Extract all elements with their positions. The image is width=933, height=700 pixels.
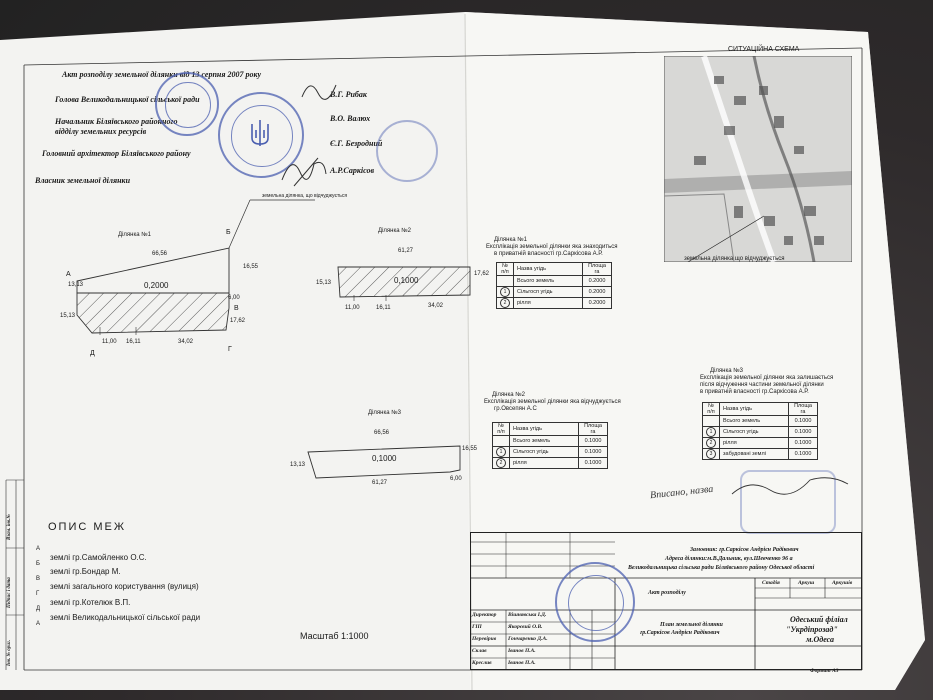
corner-b: Б [226,229,231,236]
boundary-5-to: А [36,621,41,627]
approval-name-owner: А.Р.Саркісов [330,166,375,175]
table-row: Всього земель 0.1000 [493,436,608,447]
plot2-bottom-dim3: 34,02 [428,303,444,309]
approval-role-architect: Головний архітектор Біляївського району [42,149,191,158]
tb-staff-name-4: Іванов П.А. [508,648,536,654]
tb-staff-name-1: Вішнявська І.Д. [508,612,547,618]
tb-org-line1: Одеський філіал [790,615,848,624]
tb-org-line2: "Укрдіпрозад" [786,625,838,634]
side-sign-date: Підпис і дата [7,577,12,608]
tb-col-sheets: Аркушів [832,580,853,586]
boundaries-title: ОПИС МЕЖ [48,521,127,533]
boundary-1-from: А [36,546,41,552]
plot2-bottom-dim2: 16,11 [376,305,391,311]
boundary-5-text: землі Великодальницької сільської ради [50,613,201,622]
plot3-title: Ділянка №3 [368,410,401,416]
tb-staff-role-2: ГІП [472,624,482,630]
boundary-2-to: В [36,576,41,582]
approval-name-head: В.Г. Рибак [330,90,367,99]
boundary-3-text: землі загального користування (вулиця) [50,582,199,591]
situation-map [664,56,852,262]
table-row: 1 Сільгосп угідь 0.1000 [703,427,818,438]
table-row: Всього земель 0.2000 [497,276,612,287]
plot2-title: Ділянка №2 [378,228,411,234]
corner-g: Г [228,346,232,353]
expl3-table: № п/п Назва угідь Площа га Всього земель 0.1000 1 Сільгосп угідь 0.1000 2 рілля 0.1000 3 забудовані землі 0.1000 [702,402,818,460]
boundary-4-text: землі гр.Котелюк В.П. [50,598,131,607]
tb-staff-name-3: Гончаренко Д.А. [508,636,548,642]
plot1-bottom-dim3: 34,02 [178,339,194,345]
plot2-top-dim: 61,27 [398,248,414,254]
tb-staff-role-5: Креслив [472,660,492,666]
expl2-table: № п/п Назва угідь Площа га Всього земель 0.1000 1 Сільгосп угідь 0.1000 2 рілля 0.1000 [492,422,608,469]
approval-name-land-dept: В.О. Валюх [330,114,371,123]
tb-staff-role-1: Директор [472,612,497,618]
expl3-line3: в приватній власності гр.Саркісова А.Р. [700,389,809,395]
plot1-area: 0,2000 [144,281,169,290]
plot3-left-dim: 13,13 [290,462,306,468]
approval-name-architect: Є.Г. Безродний [330,139,383,148]
plot1-top-dim: 66,56 [152,251,168,257]
situation-caption: земельна ділянка що відчуджується [684,256,785,262]
tb-customer: Замовник: гр.Саркісов Андрієн Радікович [690,547,799,553]
round-stamp-architect [376,120,438,182]
expl1-table [496,262,612,309]
round-stamp-ukrdiprozad [555,562,635,642]
plot1-right-dim3: 17,62 [230,318,246,324]
expl1-heading: Ділянка №1 [494,237,527,243]
scale-label: Масштаб 1:1000 [300,631,369,641]
plot1-right-dim1: 16,55 [243,264,259,270]
table-row: 3 забудовані землі 0.1000 [703,449,818,460]
expl2-heading: Ділянка №2 [492,392,525,398]
tb-staff-name-5: Іванов П.А. [508,660,536,666]
col-area: Площа га [583,263,612,276]
col-name: Назва угідь [514,263,583,276]
approval-role-land-dept-1: Начальник Біляївського районного [55,117,178,126]
col-no: № п/п [497,263,514,276]
approval-role-owner: Власник земельної ділянки [35,176,131,185]
plot3-bottom-dim: 61,27 [372,480,388,486]
side-replace-inv: Взам. інв.№ [7,514,12,540]
plot1-title: Ділянка №1 [118,232,151,238]
trident-emblem-icon [248,118,272,148]
corner-v: В [234,305,239,312]
handwritten-scribble [730,470,850,500]
table-row: Всього земель 0.1000 [703,416,818,427]
expl2-line2: гр.Овсепян А.С [494,406,537,412]
expl1-line1: Експлікація земельної ділянки яка знаходиться [486,244,618,250]
plot3-right-dim2: 6,00 [450,476,462,482]
boundary-3-to: Г [36,591,40,597]
plot2-left-dim: 15,13 [316,280,332,286]
tb-doc-name: Акт розподілу [648,590,686,596]
tb-staff-role-4: Склав [472,648,487,654]
signature-head [300,75,340,105]
plot2-bottom-dim1: 11,00 [345,305,360,311]
boundary-4-to: Д [36,606,41,612]
tb-staff-name-2: Якорєвий О.В. [508,624,543,630]
tb-col-sheet: Аркуш [798,580,815,586]
tb-address2: Великодальницька сільська ради Біляївського району Одеської області [628,565,815,571]
plot1-bottom-dim2: 16,11 [126,339,141,345]
side-orig-inv: Інв. № ориг. [7,639,12,666]
plot2-area: 0,1000 [394,276,419,285]
tb-format: Формат А3 [810,668,839,674]
tb-col-stage: Стадія [762,580,780,586]
tb-plan-line2: гр.Саркісов Андрієн Радікович [640,630,720,636]
expl2-line1: Експлікація земельної ділянки яка відчуджується [484,399,621,405]
corner-a: А [66,271,71,278]
tb-staff-role-3: Перевірив [472,636,497,642]
boundary-1-text: землі гр.Самойленко О.С. [50,553,147,562]
table-row: 1 Сільгосп угідь 0.2000 [497,287,612,298]
signature-owner [280,150,330,190]
plot3-top-dim: 66,56 [374,430,390,436]
expl1-line2: в приватній власності гр.Саркісова А.Р. [494,251,603,257]
table-row: 2 рілля 0.1000 [703,438,818,449]
approval-role-head: Голова Великодальницької сільської ради [55,95,200,104]
round-stamp-village-council [155,72,219,136]
table-row: 2 рілля 0.1000 [493,458,608,469]
expl3-line2: після відчуження частини земельної ділянки [700,382,824,388]
boundary-1-to: Б [36,561,40,567]
approval-role-land-dept-2: відділу земельних ресурсів [55,127,147,136]
plot1-bottom-dim1: 11,00 [102,339,117,345]
table-row: 2 рілля 0.2000 [497,298,612,309]
plot1-left-dim1: 13,13 [68,282,84,288]
expl3-line1: Експлікація земельної ділянки яка залишається [700,375,834,381]
boundary-2-text: землі гр.Бондар М. [50,567,121,576]
plot1-callout: земельна ділянка, що відчуджується [262,193,348,199]
corner-d: Д [90,350,95,357]
tb-address1: Адреса ділянки:м.В.Дальник, вул.Шевченко 96 а [665,556,793,562]
tb-org-line3: м.Одеса [806,635,835,644]
plot1-left-dim2: 15,13 [60,313,76,319]
situation-scheme-title: СИТУАЦІЙНА СХЕМА [728,46,800,53]
act-title: Акт розподілу земельної ділянки від 13 серпня 2007 року [62,70,262,79]
plot3-right-dim1: 16,55 [462,446,478,452]
handwritten-note: Вписано, назва [649,483,714,502]
plot1-right-dim2: 6,00 [228,295,240,301]
plot3-area: 0,1000 [372,454,397,463]
tb-plan-line1: План земельної ділянки [660,622,723,628]
plot2-right-dim: 17,62 [474,271,490,277]
table-row: 1 Сільгосп угідь 0.1000 [493,447,608,458]
expl3-heading: Ділянка №3 [710,368,743,374]
